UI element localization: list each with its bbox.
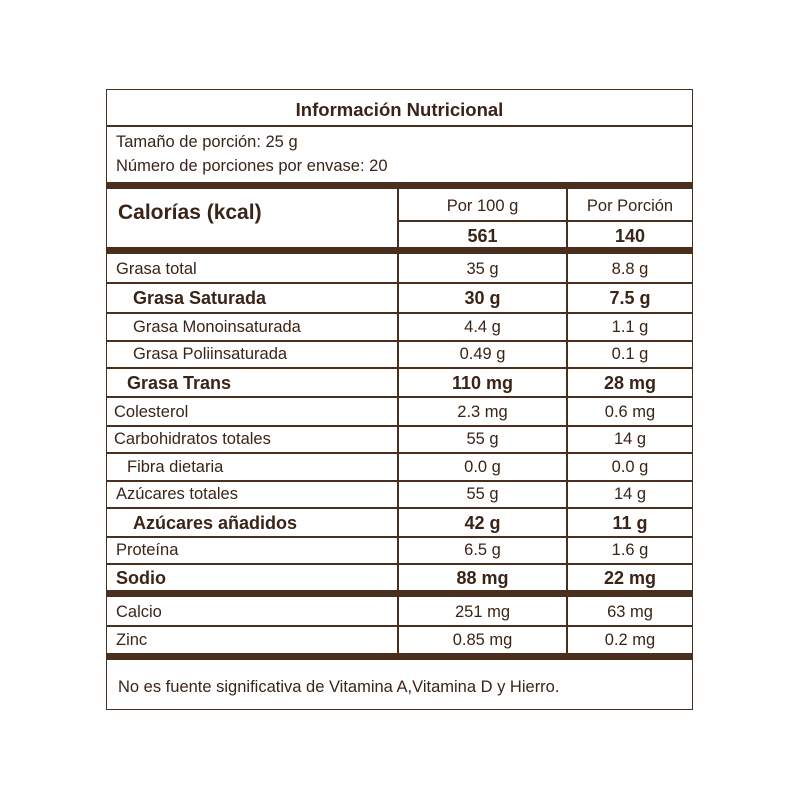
divider-title [107, 125, 692, 127]
nutrient-name: Grasa Saturada [133, 288, 267, 308]
nutrient-value-per-serving: 8.8 g [611, 259, 649, 278]
nutrient-value-per100g: 0.0 g [464, 458, 501, 477]
nutrient-name: Grasa Monoinsaturada [133, 318, 301, 337]
row-divider [107, 282, 692, 284]
nutrient-value-per-serving: 14 g [613, 430, 647, 449]
calories-per100g: 561 [467, 226, 498, 246]
column-separator-left [397, 183, 399, 653]
row-divider [107, 340, 692, 342]
row-divider [107, 396, 692, 398]
divider-footnote [107, 653, 692, 660]
nutrient-value-per100g: 2.3 mg [457, 402, 508, 421]
nutrient-value-per-serving: 0.0 g [611, 458, 649, 477]
nutrition-facts-panel [106, 89, 693, 710]
nutrient-value-per100g: 55 g [466, 485, 499, 504]
row-divider [107, 563, 692, 565]
calories-label: Calorías (kcal) [118, 201, 262, 224]
nutrient-value-per100g: 4.4 g [464, 318, 501, 337]
nutrient-value-per-serving: 14 g [613, 485, 647, 504]
nutrient-value-per100g: 6.5 g [464, 541, 501, 560]
mineral-value-per-serving: 0.2 mg [604, 631, 656, 649]
nutrient-value-per100g: 35 g [466, 259, 499, 278]
nutrient-value-per100g: 110 mg [451, 372, 514, 393]
row-divider [107, 425, 692, 427]
row-divider [107, 536, 692, 538]
nutrient-name: Grasa total [116, 259, 197, 278]
nutrient-name: Colesterol [114, 402, 189, 421]
row-divider [107, 367, 692, 369]
row-divider [107, 507, 692, 509]
mineral-value-per-serving: 63 mg [607, 603, 653, 621]
footnote: No es fuente significativa de Vitamina A,Vitamina D y Hierro. [118, 678, 560, 696]
nutrient-name: Grasa Poliinsaturada [133, 345, 288, 364]
divider-calories-header [399, 220, 692, 222]
nutrient-name: Azúcares añadidos [133, 513, 298, 533]
nutrient-value-per-serving: 1.1 g [611, 318, 649, 337]
mineral-name: Calcio [116, 603, 162, 621]
nutrient-name: Grasa Trans [127, 372, 232, 393]
row-divider [107, 625, 692, 627]
row-divider [107, 480, 692, 482]
divider-calories [107, 247, 692, 254]
nutrient-value-per-serving: 28 mg [603, 372, 657, 393]
nutrient-value-per-serving: 0.6 mg [604, 402, 656, 421]
nutrient-value-per100g: 55 g [466, 430, 499, 449]
column-separator-right [566, 183, 568, 653]
servings-per-container: Número de porciones por envase: 20 [116, 157, 388, 175]
nutrient-value-per100g: 0.49 g [459, 345, 506, 364]
label-title: Información Nutricional [295, 99, 504, 120]
column-header-per100g: Por 100 g [446, 197, 519, 215]
row-divider [107, 312, 692, 314]
nutrient-value-per-serving: 11 g [612, 513, 648, 533]
divider-minerals [107, 590, 692, 597]
nutrient-name: Proteína [116, 541, 179, 560]
nutrient-name: Azúcares totales [116, 485, 238, 504]
nutrient-value-per100g: 30 g [464, 288, 501, 308]
nutrient-value-per100g: 42 g [464, 513, 501, 533]
serving-size: Tamaño de porción: 25 g [116, 133, 298, 151]
mineral-value-per100g: 251 mg [454, 603, 511, 621]
column-header-per-serving: Por Porción [586, 197, 674, 215]
calories-per-serving: 140 [614, 226, 646, 246]
nutrient-name: Carbohidratos totales [114, 430, 271, 449]
nutrient-name: Sodio [116, 567, 166, 588]
mineral-name: Zinc [116, 631, 148, 649]
row-divider [107, 452, 692, 454]
mineral-value-per100g: 0.85 mg [452, 631, 513, 649]
nutrient-value-per-serving: 22 mg [603, 567, 657, 588]
nutrient-value-per-serving: 1.6 g [611, 541, 649, 560]
nutrient-name: Fibra dietaria [127, 458, 224, 477]
nutrient-value-per100g: 88 mg [456, 567, 509, 588]
divider-serving [107, 182, 692, 189]
nutrient-value-per-serving: 7.5 g [609, 288, 651, 308]
nutrient-value-per-serving: 0.1 g [611, 345, 649, 364]
